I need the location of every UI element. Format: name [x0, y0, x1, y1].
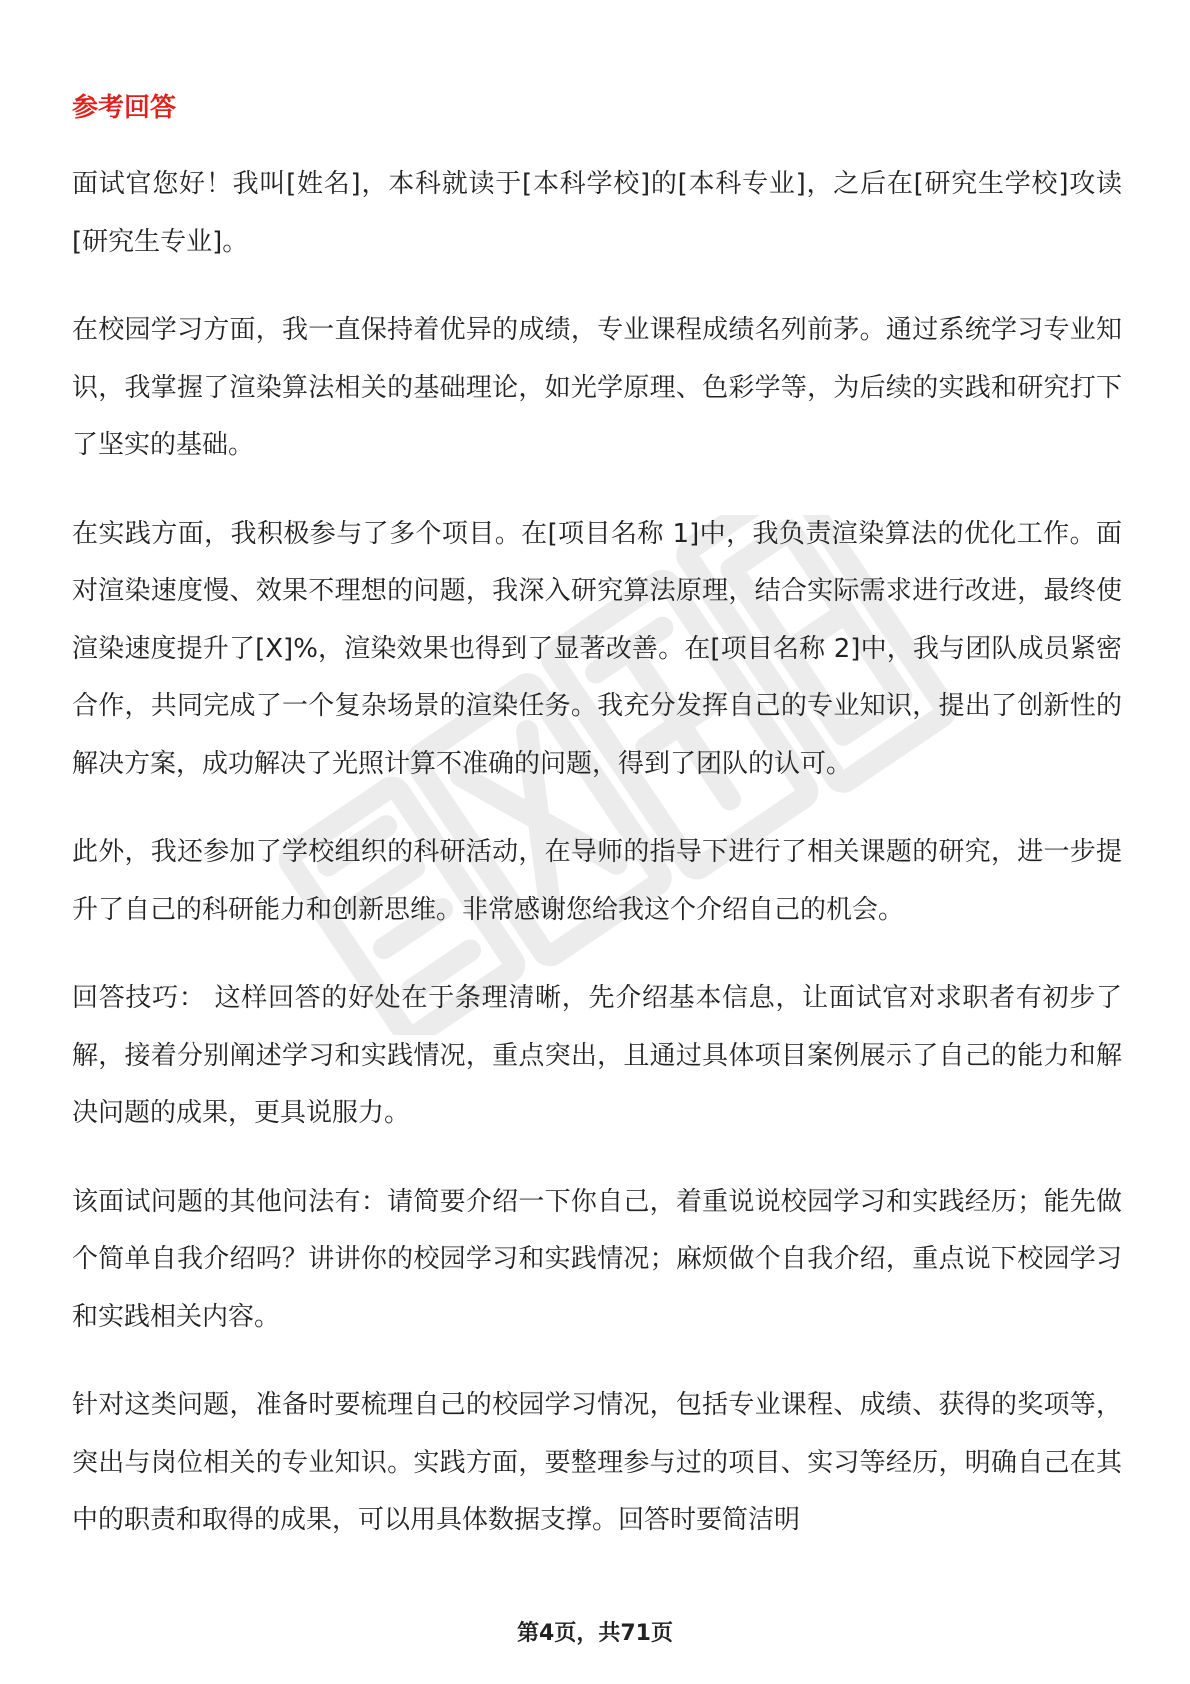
- paragraph-alternative-questions: 该面试问题的其他问法有：请简要介绍一下你自己，着重说说校园学习和实践经历；能先做个简单自我介绍吗？讲讲你的校园学习和实践情况；麻烦做个自我介绍，重点说下校园学习和实践相关内容。: [72, 1186, 1122, 1332]
- paragraph-research: 此外，我还参加了学校组织的科研活动，在导师的指导下进行了相关课题的研究，进一步提升了自己的科研能力和创新思维。非常感谢您给我这个介绍自己的机会。: [72, 837, 1122, 925]
- paragraph-answer-tips: 回答技巧： 这样回答的好处在于条理清晰，先介绍基本信息，让面试官对求职者有初步了解，接着分别阐述学习和实践情况，重点突出，且通过具体项目案例展示了自己的能力和解决问题的成果，更具说服力。: [72, 983, 1122, 1128]
- paragraph-preparation-advice: 针对这类问题，准备时要梳理自己的校园学习情况，包括专业课程、成绩、获得的奖项等，突出与岗位相关的专业知识。实践方面，要整理参与过的项目、实习等经历，明确自己在其中的职责和取得的成果，可以用具体数据支撑。回答时要简洁明: [72, 1390, 1122, 1535]
- page-number-footer: 第4页，共71页: [517, 1621, 673, 1646]
- paragraph-campus-study: 在校园学习方面，我一直保持着优异的成绩，专业课程成绩名列前茅。通过系统学习专业知识，我掌握了渲染算法相关的基础理论，如光学原理、色彩学等，为后续的实践和研究打下了坚实的基础。: [72, 315, 1122, 460]
- document-body: [72, 88, 1122, 1581]
- paragraph-practice: 在实践方面，我积极参与了多个项目。在[项目名称 1]中，我负责渲染算法的优化工作。面对渲染速度慢、效果不理想的问题，我深入研究算法原理，结合实际需求进行改进，最终使渲染速度提升了[X]%，渲染效果也得到了显著改善。在[项目名称 2]中，我与团队成员紧密合作，共同完成了一个复杂场景的渲染任务。我充分发挥自己的专业知识，提出了创新性的解决方案，成功解决了光照计算不准确的问题，得到了团队的认可。: [72, 518, 1122, 779]
- section-heading: 参考回答: [72, 93, 177, 123]
- paragraph-intro: 面试官您好！我叫[姓名]，本科就读于[本科学校]的[本科专业]，之后在[研究生学校]攻读[研究生专业]。: [72, 169, 1122, 257]
